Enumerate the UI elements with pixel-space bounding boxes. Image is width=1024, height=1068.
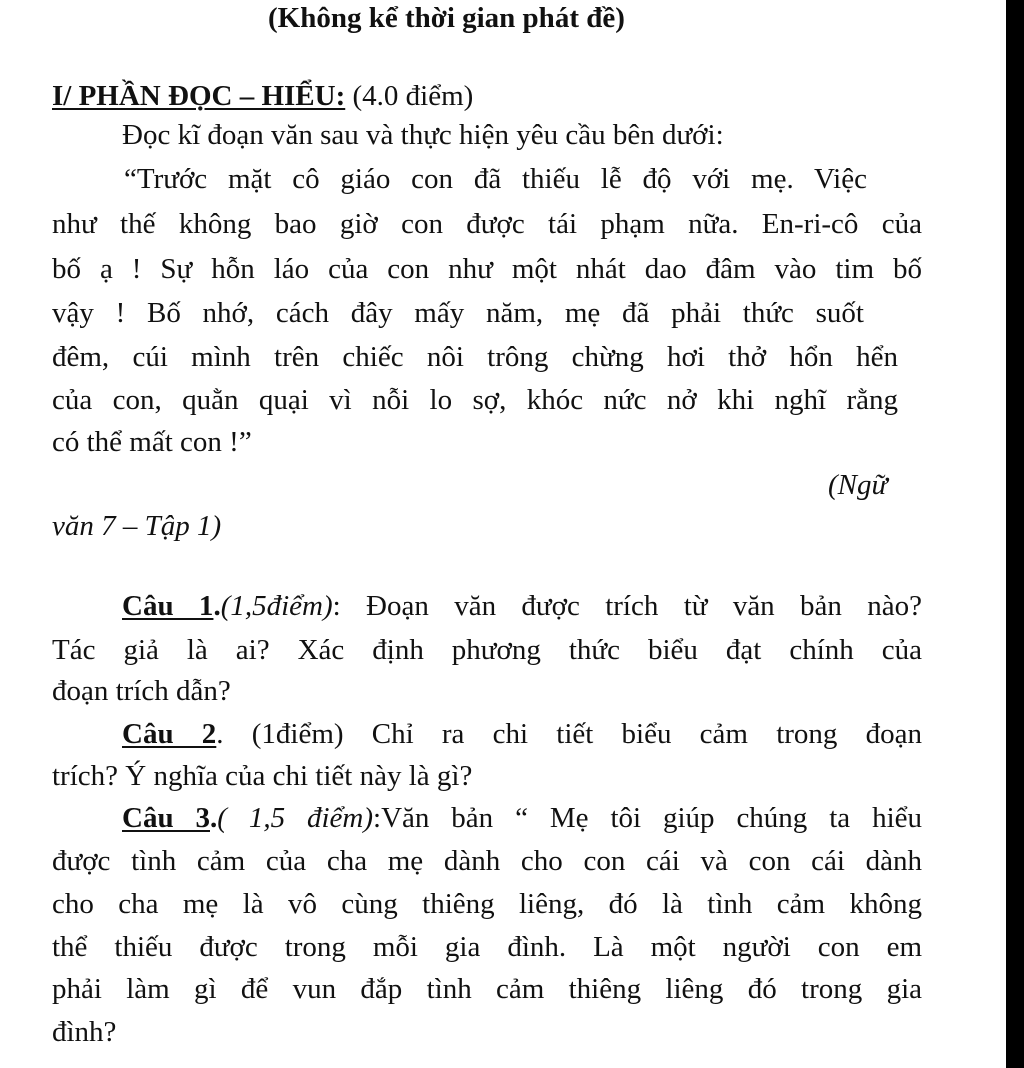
question-1-line: đoạn trích dẫn? — [52, 675, 231, 707]
question-2-first-line — [122, 716, 922, 752]
question-1-dot: . — [213, 590, 221, 622]
passage-line: “Trước mặt cô giáo con đã thiếu lễ độ với mẹ. Việc — [124, 163, 867, 195]
question-1-text: : Đoạn văn được trích từ văn bản nào? — [332, 590, 923, 622]
header-note: (Không kể thời gian phát đề) — [268, 2, 625, 34]
passage-line: bố ạ ! Sự hỗn láo của con như một nhát dao đâm vào tim bố — [52, 253, 922, 285]
section-heading — [52, 78, 473, 114]
source-citation-part1: (Ngữ — [828, 469, 888, 501]
passage-line: của con, quằn quại vì nỗi lo sợ, khóc nức nở khi nghĩ rằng — [52, 384, 898, 416]
question-3-line: được tình cảm của cha mẹ dành cho con cái và con cái dành — [52, 845, 922, 877]
passage-line: đêm, cúi mình trên chiếc nôi trông chừng hơi thở hổn hển — [52, 341, 898, 373]
question-1-score: (1,5điểm) — [220, 590, 333, 622]
question-3-line: cho cha mẹ là vô cùng thiêng liêng, đó là tình cảm không — [52, 888, 922, 920]
question-3-dot: . — [210, 802, 218, 834]
question-3-label: Câu 3 — [122, 802, 210, 834]
source-citation-part2: văn 7 – Tập 1) — [52, 510, 222, 542]
question-2-label: Câu 2 — [122, 718, 217, 750]
passage-line: có thể mất con !” — [52, 426, 252, 458]
question-3-line: thể thiếu được trong mỗi gia đình. Là một người con em — [52, 931, 922, 963]
question-1-line: Tác giả là ai? Xác định phương thức biểu đạt chính của — [52, 634, 922, 666]
question-3-text: :Văn bản “ Mẹ tôi giúp chúng ta hiểu — [373, 802, 922, 834]
dark-page-edge — [1006, 0, 1024, 1068]
passage-line: vậy ! Bố nhớ, cách đây mấy năm, mẹ đã phải thức suốt — [52, 297, 864, 329]
question-1-first-line — [122, 588, 922, 624]
question-3-line: phải làm gì để vun đắp tình cảm thiêng liêng đó trong gia — [52, 973, 922, 1005]
question-3-first-line — [122, 800, 922, 836]
question-3-score: ( 1,5 điểm) — [217, 802, 374, 834]
question-1-label: Câu 1 — [122, 590, 214, 622]
passage-line: như thế không bao giờ con được tái phạm nữa. En-ri-cô của — [52, 208, 922, 240]
question-3-line: đình? — [52, 1016, 117, 1048]
question-2-line: trích? Ý nghĩa của chi tiết này là gì? — [52, 760, 473, 792]
section-score: (4.0 điểm) — [345, 80, 474, 112]
question-2-text: . (1điểm) Chỉ ra chi tiết biểu cảm trong đoạn — [216, 718, 923, 750]
section-title: I/ PHẦN ĐỌC – HIỂU: — [52, 80, 346, 112]
instruction: Đọc kĩ đoạn văn sau và thực hiện yêu cầu bên dưới: — [122, 119, 724, 151]
